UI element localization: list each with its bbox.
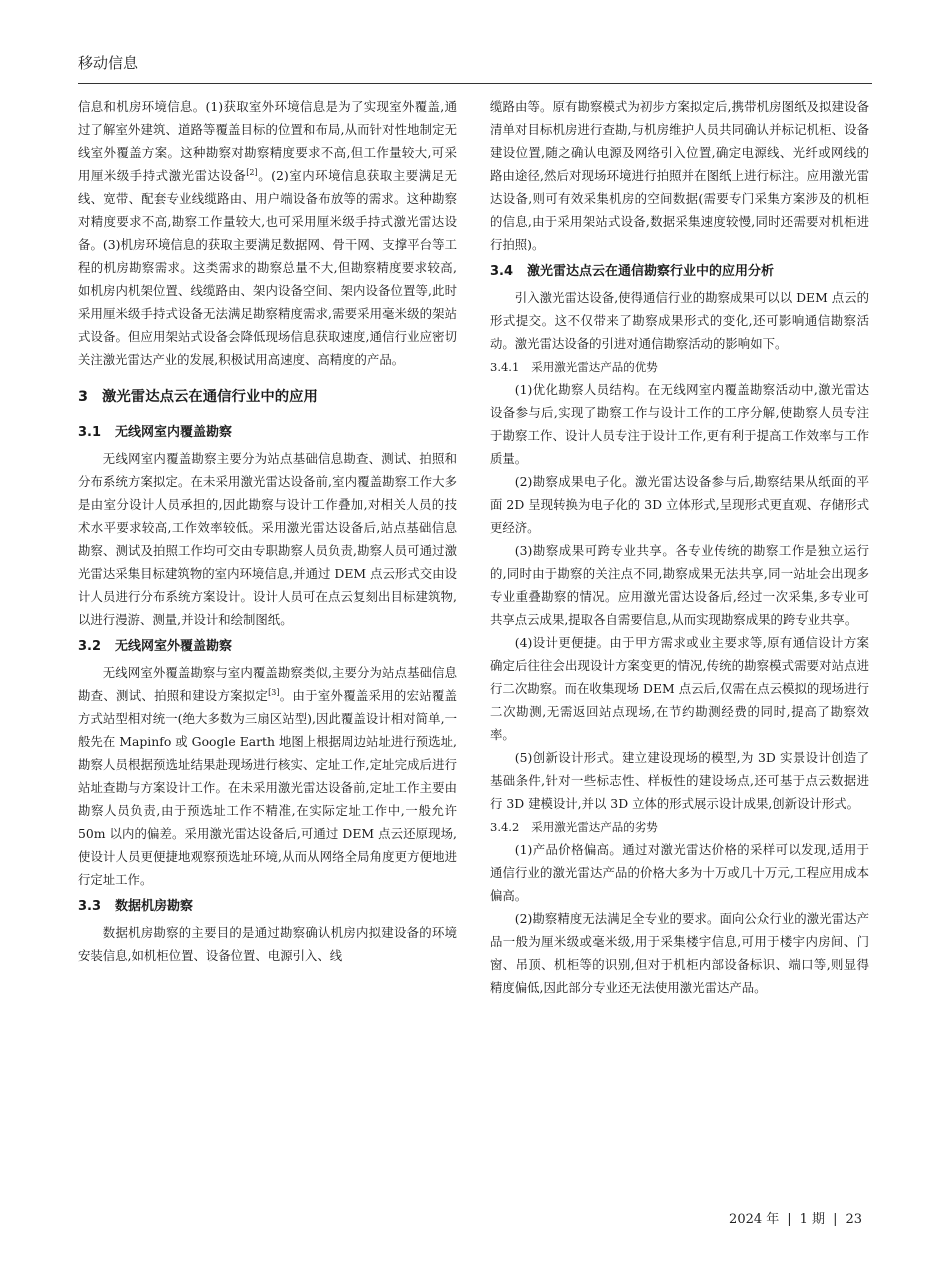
footer-separator: | — [787, 1212, 792, 1227]
citation-3: [3] — [268, 687, 280, 697]
left-column — [78, 95, 457, 967]
intro-text-b: 。(2)室内环境信息获取主要满足无线、宽带、配套专业线缆路由、用户端设备布放等的需求。这种勘察对精度要求不高,勘察工作量较大,也可采用厘米级手持式激光雷达设备。(3)机房环境信息的获取主要满足数据网、骨干网、支撑平台等工程的机房勘察需求。这类需求的勘察总量不大,但勘察精度要求较高,如机房内机架位置、线缆路由、架内设备空间、架内设备位置等,此时采用厘米级手持式设备无法满足勘察精度需求,需要采用毫米级的架站式设备。但应用架站式设备会降低现场信息获取速度,通信行业应密切关注激光雷达产业的发展,积极试用高速度、高精度的产品。 — [78, 168, 457, 367]
section-3-title: 激光雷达点云在通信行业中的应用 — [102, 389, 318, 405]
section-3-2-title: 无线网室外覆盖勘察 — [115, 639, 233, 654]
section-3-number: 3 — [78, 389, 89, 405]
section-3-4-heading — [490, 260, 869, 284]
section-3-1-title: 无线网室内覆盖勘察 — [115, 425, 233, 440]
section-3-3-title: 数据机房勘察 — [115, 899, 194, 914]
footer-separator: | — [833, 1212, 838, 1227]
section-3-4-2-title: 采用激光雷达产品的劣势 — [531, 820, 658, 834]
section-3-4-1-number: 3.4.1 — [490, 360, 520, 374]
intro-paragraph — [78, 95, 457, 371]
section-3-2-text-b: 。由于室外覆盖采用的宏站覆盖方式站型相对统一(绝大多数为三扇区站型),因此覆盖设计相对简单,一般先在 Mapinfo 或 Google Earth 地图上根据周边站址进行预选址,勘察人员根据预选址结果赴现场进行核实、定址工作,定址完成后进行站址查勘与方案设计工作。在未采用激光雷达设备前,定址工作主要由勘察人员负责,由于预选址工作不精准,在实际定址工作中,一般允许 50m 以内的偏差。采用激光雷达设备后,可通过 DEM 点云还原现场,使设计人员更便捷地观察预选址环境,从而从网络全局角度更方便地进行定址工作。 — [78, 688, 458, 887]
disadvantage-1: (1)产品价格偏高。通过对激光雷达价格的采样可以发现,适用于通信行业的激光雷达产品的价格大多为十万或几十万元,工程应用成本偏高。 — [490, 842, 869, 903]
advantage-4: (4)设计更便捷。由于甲方需求或业主要求等,原有通信设计方案确定后往往会出现设计方案变更的情况,传统的勘察模式需要对站点进行二次勘察。而在收集现场 DEM 点云后,仅需在点云模拟的现场进行二次勘测,无需返回站点现场,在节约勘测经费的同时,提高了勘察效率。 — [490, 635, 869, 742]
section-3-1-paragraph: 无线网室内覆盖勘察主要分为站点基础信息勘查、测试、拍照和分布系统方案拟定。在未采用激光雷达设备前,室内覆盖勘察工作大多是由室分设计人员承担的,因此勘察与设计工作叠加,对相关人员的技术水平要求较高,工作效率较低。采用激光雷达设备后,站点基础信息勘察、测试及拍照工作均可交由专职勘察人员负责,勘察人员可通过激光雷达采集目标建筑物的室内环境信息,并通过 DEM 点云形式交由设计人员进行分布系统方案设计。设计人员可在点云复刻出目标建筑物,以进行漫游、测量,并设计和绘制图纸。 — [78, 451, 457, 627]
advantage-3: (3)勘察成果可跨专业共享。各专业传统的勘察工作是独立运行的,同时由于勘察的关注点不同,勘察成果无法共享,同一站址会出现多专业重叠勘察的情况。应用激光雷达设备后,经过一次采集,多专业可共享点云成果,提取各自需要信息,从而实现勘察成果的跨专业共享。 — [490, 543, 869, 627]
intro-text-a: 信息和机房环境信息。(1)获取室外环境信息是为了实现室外覆盖,通过了解室外建筑、道路等覆盖目标的位置和布局,从而针对性地制定无线室外覆盖方案。这种勘察对勘察精度要求不高,但工作量较大,可采用厘米级手持式激光雷达设备 — [78, 99, 457, 183]
section-3-heading — [78, 386, 457, 408]
right-column — [490, 95, 869, 999]
advantage-1: (1)优化勘察人员结构。在无线网室内覆盖勘察活动中,激光雷达设备参与后,实现了勘察工作与设计工作的工序分解,使勘察人员专注于勘察工作、设计人员专注于设计工作,更有利于提高工作效率与工作质量。 — [490, 382, 869, 466]
page-footer — [729, 1208, 862, 1227]
section-3-4-title: 激光雷达点云在通信勘察行业中的应用分析 — [527, 264, 775, 279]
section-3-3-continuation: 缆路由等。原有勘察模式为初步方案拟定后,携带机房图纸及拟建设备清单对目标机房进行查勘,与机房维护人员共同确认并标记机柜、设备建设位置,随之确认电源及网络引入位置,确定电源线、光纤或网线的路由途径,然后对现场环境进行拍照并在图纸上进行标注。应用激光雷达设备,则可有效采集机房的空间数据(需要专门采集方案涉及的机柜的信息,由于采用架站式设备,数据采集速度较慢,同时还需要对机柜进行拍照)。 — [490, 99, 869, 252]
advantage-5: (5)创新设计形式。建立建设现场的模型,为 3D 实景设计创造了基础条件,针对一些标志性、样板性的建设场点,还可基于点云数据进行 3D 建模设计,并以 3D 立体的形式展示设计成果,创新设计形式。 — [490, 750, 869, 811]
disadvantage-2: (2)勘察精度无法满足全专业的要求。面向公众行业的激光雷达产品一般为厘米级或毫米级,用于采集楼宇信息,可用于楼宇内房间、门窗、吊顶、机柜等的识别,但对于机柜内部设备标识、端口等,则显得精度偏低,因此部分专业还无法使用激光雷达产品。 — [490, 911, 869, 995]
advantage-2: (2)勘察成果电子化。激光雷达设备参与后,勘察结果从纸面的平面 2D 呈现转换为电子化的 3D 立体形式,呈现形式更直观、存储形式更经济。 — [490, 474, 869, 535]
section-3-2-heading — [78, 635, 457, 659]
citation-2: [2] — [246, 167, 258, 177]
section-3-4-paragraph: 引入激光雷达设备,使得通信行业的勘察成果可以以 DEM 点云的形式提交。这不仅带来了勘察成果形式的变化,还可影响通信勘察活动。激光雷达设备的引进对通信勘察活动的影响如下。 — [490, 290, 869, 351]
section-3-1-number: 3.1 — [78, 425, 102, 440]
section-3-4-2-number: 3.4.2 — [490, 820, 520, 834]
section-3-3-number: 3.3 — [78, 899, 102, 914]
journal-name: 移动信息 — [78, 54, 139, 72]
section-3-2-paragraph — [78, 661, 457, 891]
section-3-3-heading — [78, 895, 457, 919]
section-3-4-1-heading — [490, 356, 869, 378]
section-3-2-text-a: 无线网室外覆盖勘察与室内覆盖勘察类似,主要分为站点基础信息勘查、测试、拍照和建设方案拟定 — [78, 665, 457, 703]
section-3-4-1-title: 采用激光雷达产品的优势 — [531, 360, 658, 374]
section-3-1-heading — [78, 421, 457, 445]
section-3-4-number: 3.4 — [490, 264, 514, 279]
section-3-4-2-heading — [490, 816, 869, 838]
footer-year: 2024 年 — [729, 1212, 780, 1227]
section-3-2-number: 3.2 — [78, 639, 102, 654]
section-3-3-paragraph: 数据机房勘察的主要目的是通过勘察确认机房内拟建设备的环境安装信息,如机柜位置、设备位置、电源引入、线 — [78, 925, 457, 963]
page-number: 23 — [845, 1212, 862, 1227]
footer-issue: 1 期 — [799, 1212, 826, 1227]
header-divider — [78, 83, 872, 84]
